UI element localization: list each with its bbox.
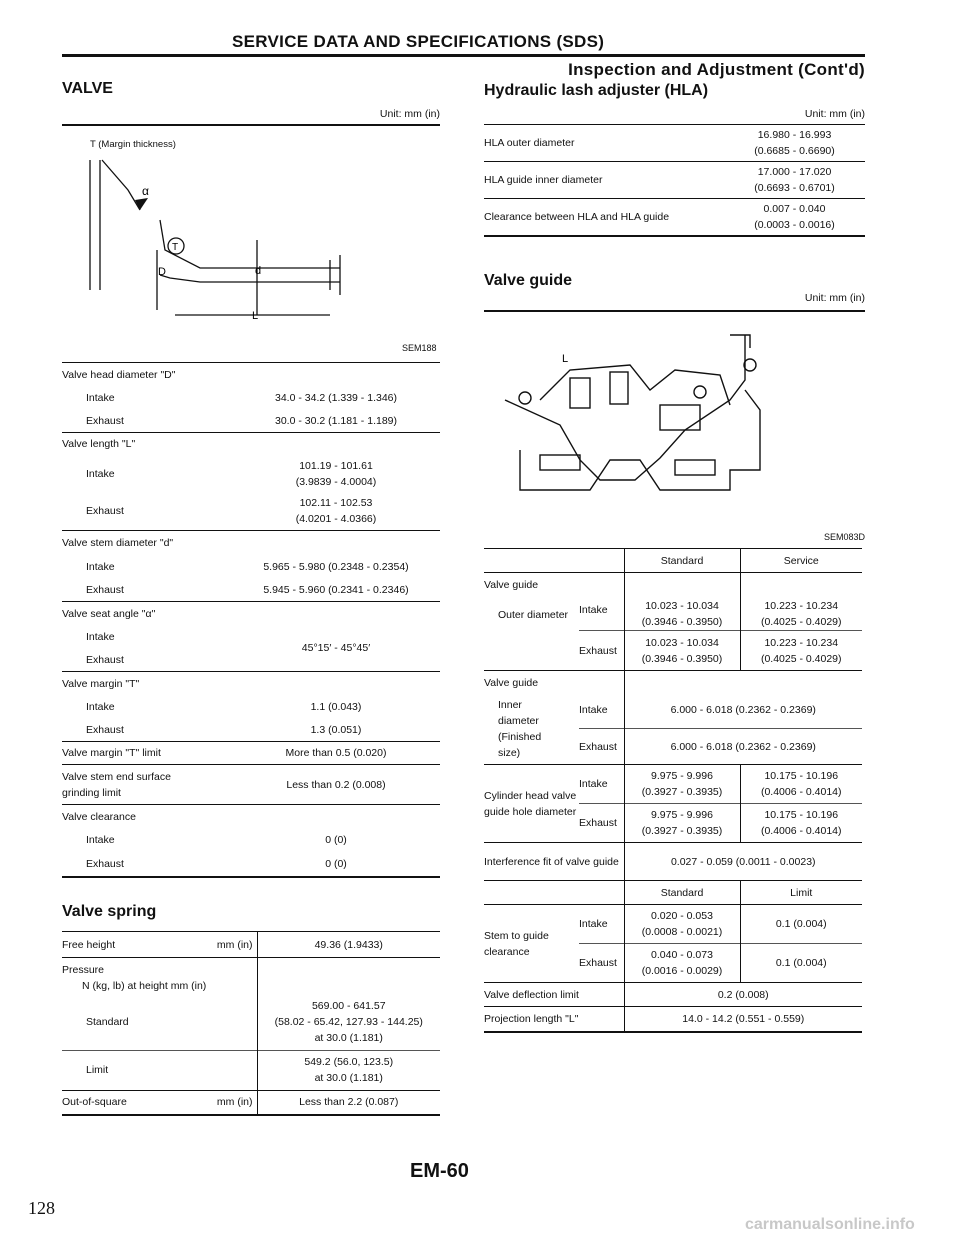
label-line: grinding limit (62, 786, 121, 799)
row-sublabel: Intake (86, 467, 115, 480)
row-value: 6.000 - 6.018 (0.2362 - 0.2369) (624, 671, 862, 729)
row-value (624, 944, 740, 983)
row-value: Less than 2.2 (0.087) (257, 1090, 440, 1115)
empty-cell (484, 549, 624, 573)
value-line: 569.00 - 641.57 (311, 999, 386, 1012)
value-line: 102.11 - 102.53 (299, 497, 373, 510)
row-value (257, 994, 440, 1050)
row-value (740, 804, 862, 843)
row-label: Stem to guide clearance (484, 929, 549, 958)
page-subtitle: Inspection and Adjustment (Cont'd) (568, 60, 865, 79)
row-value: 30.0 - 30.2 (1.181 - 1.189) (275, 414, 397, 427)
row-value: Less than 0.2 (0.008) (286, 778, 386, 791)
row-value: 0.2 (0.008) (624, 983, 862, 1007)
column-header-standard: Standard (624, 881, 740, 905)
valve-section-title: VALVE (62, 80, 113, 97)
t-mark: T (172, 242, 179, 253)
row-sublabel: Intake (579, 918, 608, 930)
row-label: Out-of-square (62, 1096, 127, 1109)
hla-section-title: Hydraulic lash adjuster (HLA) (484, 82, 709, 99)
valve-guide-title: Valve guide (484, 272, 573, 289)
row-value: 1.1 (0.043) (310, 701, 362, 713)
value-line: (0.3927 - 0.3935) (641, 825, 723, 837)
row-label: HLA guide inner diameter (484, 174, 603, 186)
label-line: Valve guide (484, 677, 539, 689)
value-line: 10.223 - 10.234 (764, 600, 839, 612)
row-value (257, 1050, 440, 1090)
value-line: (0.4006 - 0.4014) (760, 786, 842, 798)
row-value (740, 765, 862, 804)
row-value (624, 573, 740, 631)
page-header-title: SERVICE DATA AND SPECIFICATIONS (SDS) (232, 32, 605, 51)
row-label: Free height (62, 938, 116, 951)
value-line: (4.0201 - 4.0366) (295, 513, 377, 526)
row-label: Valve head diameter "D" (62, 368, 176, 381)
row-value: 45°15′ - 45°45′ (301, 642, 371, 655)
value-line: 9.975 - 9.996 (651, 809, 713, 821)
value-line: 10.023 - 10.034 (645, 600, 719, 612)
row-sublabel: Exhaust (86, 583, 124, 596)
row-value: 0 (0) (325, 834, 347, 846)
label-line: Pressure (62, 964, 105, 976)
value-line: 10.175 - 10.196 (764, 809, 839, 821)
valve-diagram (80, 150, 350, 330)
value-line: (0.6693 - 0.6701) (754, 182, 835, 194)
row-value (740, 631, 862, 671)
row-label: Valve length "L" (62, 437, 136, 450)
label-line: Outer diameter (498, 609, 569, 621)
row-sublabel: Limit (86, 1064, 109, 1076)
value-line: 549.2 (56.0, 123.5) (304, 1056, 394, 1068)
header-rule (62, 54, 865, 57)
row-value (724, 162, 865, 199)
l-mark: L (252, 310, 259, 322)
row-label: Valve margin "T" limit (62, 747, 161, 759)
row-value: 0 (0) (325, 857, 347, 870)
row-label: Cylinder head valve guide hole diameter (484, 789, 577, 818)
row-value (232, 493, 440, 531)
value-line: 16.980 - 16.993 (757, 129, 832, 141)
row-label (62, 765, 232, 805)
row-label: Projection length "L" (484, 1012, 579, 1025)
l-mark: L (562, 353, 569, 365)
row-sublabel: Exhaust (86, 653, 124, 666)
row-value: 34.0 - 34.2 (1.339 - 1.346) (275, 392, 397, 404)
row-value: 0.1 (0.004) (740, 944, 862, 983)
row-unit: mm (in) (216, 938, 253, 951)
row-sublabel: Exhaust (579, 729, 624, 765)
watermark: carmanualsonline.info (745, 1216, 915, 1233)
row-value: 0.027 - 0.059 (0.0011 - 0.0023) (624, 843, 862, 881)
row-label (484, 573, 579, 671)
row-value: 6.000 - 6.018 (0.2362 - 0.2369) (624, 729, 862, 765)
row-sublabel: Intake (579, 604, 608, 616)
row-sublabel: Exhaust (86, 414, 124, 427)
row-value (740, 573, 862, 631)
value-line: (0.3946 - 0.3950) (641, 616, 723, 628)
valve-unit: Unit: mm (in) (379, 108, 440, 120)
row-value: 1.3 (0.051) (310, 723, 362, 736)
row-label (62, 958, 257, 995)
row-label (484, 671, 579, 765)
empty-cell (257, 958, 440, 995)
row-sublabel: Exhaust (86, 505, 124, 518)
value-line: 0.040 - 0.073 (651, 949, 713, 961)
valve-diagram-label: T (Margin thickness) (90, 139, 176, 150)
row-sublabel: Intake (86, 392, 115, 404)
page-code: EM-60 (410, 1160, 469, 1182)
row-label: Valve deflection limit (484, 988, 579, 1001)
label-line: Valve guide (484, 579, 539, 591)
row-label: Valve stem diameter "d" (62, 537, 174, 550)
row-sublabel: Intake (86, 631, 115, 643)
row-value (724, 199, 865, 236)
row-sublabel: Standard (86, 1015, 129, 1028)
d-big-mark: D (158, 266, 166, 278)
row-sublabel: Intake (86, 834, 115, 846)
valve-figure-id: SEM188 (402, 343, 437, 353)
value-line: (0.3946 - 0.3950) (641, 652, 723, 665)
row-label: Clearance between HLA and HLA guide (484, 210, 670, 223)
row-label: Interference fit of valve guide (484, 855, 619, 868)
value-line: at 30.0 (1.181) (314, 1072, 383, 1084)
value-line: (0.3927 - 0.3935) (641, 786, 723, 798)
label-line: Inner diameter (Finished size) (498, 699, 542, 759)
row-value (724, 125, 865, 162)
row-value: 14.0 - 14.2 (0.551 - 0.559) (624, 1007, 862, 1032)
row-sublabel: Exhaust (86, 723, 124, 736)
row-value: 49.36 (1.9433) (257, 932, 440, 958)
row-sublabel: Exhaust (579, 804, 624, 843)
value-line: 0.007 - 0.040 (763, 202, 826, 215)
valve-guide-figure-id: SEM083D (823, 532, 865, 542)
row-sublabel: Intake (579, 778, 608, 790)
empty-cell (484, 881, 624, 905)
valve-spec-table (62, 362, 440, 878)
rule (484, 310, 865, 312)
label-line: Valve stem end surface (62, 770, 171, 783)
column-header-limit: Limit (740, 881, 862, 905)
row-label: Valve margin "T" (62, 677, 140, 690)
value-line: 10.175 - 10.196 (764, 770, 839, 782)
row-label: Valve seat angle "α" (62, 607, 156, 620)
row-value (624, 804, 740, 843)
value-line: at 30.0 (1.181) (314, 1031, 383, 1044)
row-value: 5.965 - 5.980 (0.2348 - 0.2354) (263, 561, 409, 573)
row-label: Valve clearance (62, 810, 136, 823)
row-sublabel: Intake (86, 701, 115, 713)
row-value: More than 0.5 (0.020) (285, 747, 387, 759)
value-line: (0.0008 - 0.0021) (641, 926, 723, 938)
value-line: (3.9839 - 4.0004) (295, 475, 377, 488)
row-value (624, 765, 740, 804)
value-line: (0.4025 - 0.4029) (760, 616, 842, 628)
value-line: 17.000 - 17.020 (757, 166, 832, 178)
row-unit: mm (in) (216, 1096, 253, 1109)
valve-spring-table (62, 931, 440, 1116)
row-value: 0.1 (0.004) (740, 905, 862, 944)
rule (62, 124, 440, 126)
d-small-mark: d (255, 265, 262, 277)
value-line: (58.02 - 65.42, 127.93 - 144.25) (274, 1015, 423, 1028)
hla-unit: Unit: mm (in) (804, 108, 865, 120)
row-value (624, 905, 740, 944)
column-header-standard: Standard (624, 549, 740, 573)
valve-guide-table (484, 548, 862, 1033)
row-value: 5.945 - 5.960 (0.2341 - 0.2346) (263, 583, 409, 596)
value-line: (0.0003 - 0.0016) (754, 218, 835, 231)
valve-spring-title: Valve spring (62, 903, 157, 920)
valve-guide-unit: Unit: mm (in) (804, 292, 865, 304)
value-line: 10.223 - 10.234 (764, 636, 839, 649)
value-line: (0.6685 - 0.6690) (754, 145, 835, 157)
valve-guide-diagram (500, 330, 770, 500)
row-value (232, 455, 440, 493)
value-line: 10.023 - 10.034 (645, 636, 719, 649)
page-number: 128 (28, 1198, 55, 1218)
row-value (624, 631, 740, 671)
hla-table (484, 124, 865, 237)
row-sublabel: Intake (579, 704, 608, 716)
value-line: (0.4006 - 0.4014) (760, 825, 842, 837)
value-line: 0.020 - 0.053 (651, 910, 713, 922)
value-line: 101.19 - 101.61 (299, 459, 373, 472)
row-sublabel: Exhaust (579, 631, 624, 671)
value-line: (0.0016 - 0.0029) (641, 965, 723, 977)
alpha-mark: α (142, 184, 149, 198)
value-line: (0.4025 - 0.4029) (760, 652, 842, 665)
row-sublabel: Exhaust (579, 944, 624, 983)
row-sublabel: Intake (86, 561, 115, 573)
column-header-service: Service (740, 549, 862, 573)
label-line: N (kg, lb) at height mm (in) (82, 980, 207, 992)
value-line: 9.975 - 9.996 (651, 770, 713, 782)
row-sublabel: Exhaust (86, 857, 124, 870)
row-label: HLA outer diameter (484, 137, 575, 149)
